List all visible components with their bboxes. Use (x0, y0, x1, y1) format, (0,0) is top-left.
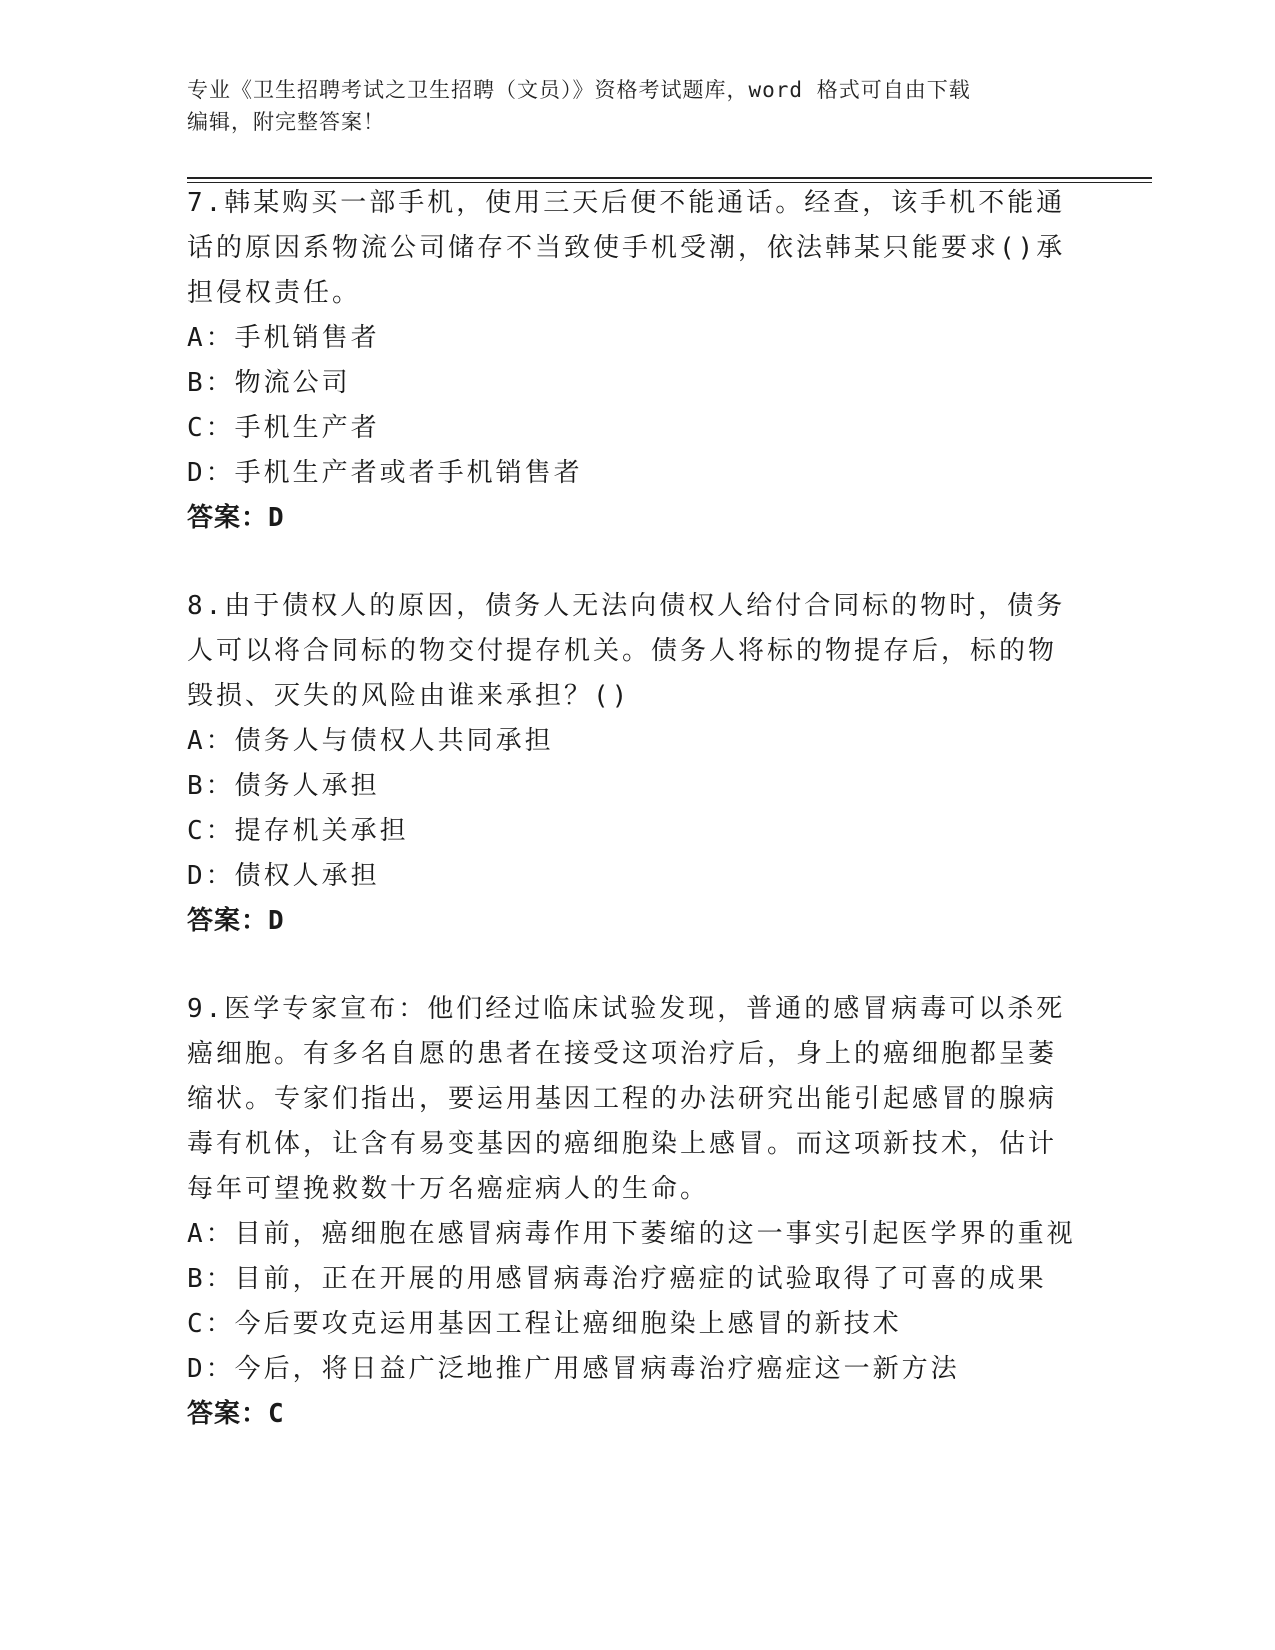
option-a: A：手机销售者 (187, 323, 380, 353)
stem-line: 每年可望挽救数十万名癌症病人的生命。 (187, 1174, 710, 1204)
document-header (187, 74, 1087, 138)
answer-label: 答案： (187, 1399, 269, 1429)
stem-line: 毁损、灭失的风险由谁来承担？() (187, 681, 631, 711)
option-c: C：手机生产者 (187, 413, 380, 443)
header-line-2: 编辑，附完整答案！ (187, 110, 385, 134)
question-stem (187, 987, 1087, 1212)
option-d: D：今后，将日益广泛地推广用感冒病毒治疗癌症这一新方法 (187, 1354, 960, 1384)
stem-line: 缩状。专家们指出，要运用基因工程的办法研究出能引起感冒的腺病 (187, 1084, 1058, 1114)
question-stem (187, 584, 1087, 719)
stem-line: 话的原因系物流公司储存不当致使手机受潮，依法韩某只能要求()承 (187, 233, 1066, 263)
stem-line: 9.医学专家宣布：他们经过临床试验发现，普通的感冒病毒可以杀死 (187, 994, 1066, 1024)
question-8 (187, 584, 1087, 944)
answer-value: D (268, 906, 285, 936)
answer-line (187, 1392, 1087, 1437)
answer-label: 答案： (187, 503, 269, 533)
option-d: D：债权人承担 (187, 861, 380, 891)
answer-label: 答案： (187, 906, 269, 936)
answer-line (187, 496, 1087, 541)
stem-line: 毒有机体，让含有易变基因的癌细胞染上感冒。而这项新技术，估计 (187, 1129, 1058, 1159)
question-stem (187, 181, 1087, 316)
stem-line: 癌细胞。有多名自愿的患者在接受这项治疗后，身上的癌细胞都呈萎 (187, 1039, 1058, 1069)
option-b: B：目前，正在开展的用感冒病毒治疗癌症的试验取得了可喜的成果 (187, 1264, 1047, 1294)
header-divider-thick (187, 177, 1152, 179)
option-a: A：目前，癌细胞在感冒病毒作用下萎缩的这一事实引起医学界的重视 (187, 1219, 1076, 1249)
stem-line: 7.韩某购买一部手机，使用三天后便不能通话。经查，该手机不能通 (187, 188, 1066, 218)
question-7 (187, 181, 1087, 541)
option-c: C：今后要攻克运用基因工程让癌细胞染上感冒的新技术 (187, 1309, 902, 1339)
option-b: B：债务人承担 (187, 771, 380, 801)
option-d: D：手机生产者或者手机销售者 (187, 458, 583, 488)
answer-line (187, 899, 1087, 944)
stem-line: 8.由于债权人的原因，债务人无法向债权人给付合同标的物时，债务 (187, 591, 1066, 621)
stem-line: 人可以将合同标的物交付提存机关。债务人将标的物提存后，标的物 (187, 636, 1058, 666)
option-a: A：债务人与债权人共同承担 (187, 726, 554, 756)
stem-line: 担侵权责任。 (187, 278, 362, 308)
answer-value: C (268, 1399, 285, 1429)
option-b: B：物流公司 (187, 368, 351, 398)
answer-value: D (268, 503, 285, 533)
question-9 (187, 987, 1087, 1437)
header-line-1: 专业《卫生招聘考试之卫生招聘（文员）》资格考试题库，word 格式可自由下载 (187, 78, 971, 102)
option-c: C：提存机关承担 (187, 816, 409, 846)
